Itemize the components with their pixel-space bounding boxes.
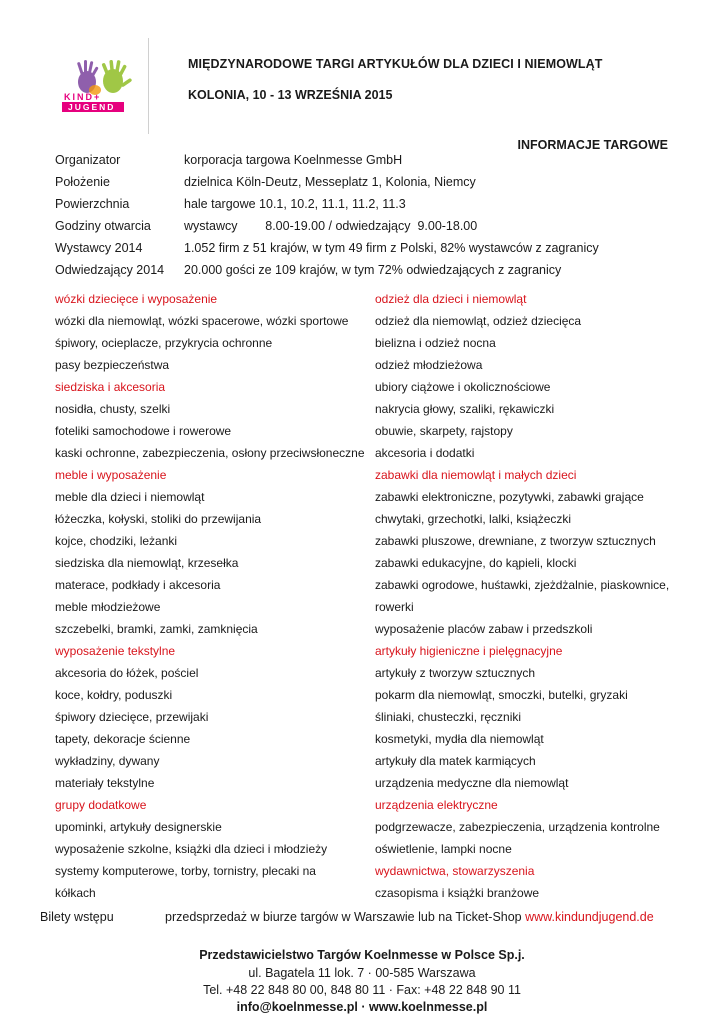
product-item: odzież młodzieżowa (375, 358, 483, 372)
product-item: wyposażenie szkolne, książki dla dzieci i młodzieży (55, 842, 328, 856)
product-item: szczebelki, bramki, zamki, zamknięcia (55, 622, 258, 636)
hands-logo-icon (55, 60, 145, 114)
fact-row (55, 193, 675, 215)
office-email-website[interactable]: info@koelnmesse.pl · www.koelnmesse.pl (236, 1000, 488, 1014)
fact-row (55, 215, 675, 237)
product-item: zabawki elektroniczne, pozytywki, zabawki grające (375, 490, 644, 504)
product-item: upominki, artykuły designerskie (55, 820, 222, 834)
fair-title: MIĘDZYNARODOWE TARGI ARTYKUŁÓW DLA DZIECI I NIEMOWLĄT (188, 57, 603, 71)
category-heading: odzież dla dzieci i niemowląt (375, 292, 527, 306)
product-item: pasy bezpieczeństwa (55, 358, 170, 372)
product-item: zabawki pluszowe, drewniane, z tworzyw sztucznych (375, 534, 656, 548)
category-heading: zabawki dla niemowląt i małych dzieci (375, 468, 577, 482)
fair-facts-table (55, 149, 675, 281)
product-item: śliniaki, chusteczki, ręczniki (375, 710, 522, 724)
fact-row (55, 149, 675, 171)
product-item: czasopisma i książki branżowe (375, 886, 540, 900)
fact-label: Godziny otwarcia (55, 219, 151, 233)
product-item: meble młodzieżowe (55, 600, 161, 614)
fact-row (55, 171, 675, 193)
event-logo (49, 38, 149, 134)
tickets-label: Bilety wstępu (40, 910, 114, 924)
product-item: rowerki (375, 600, 414, 614)
product-item: śpiwory dziecięce, przewijaki (55, 710, 209, 724)
office-address: ul. Bagatela 11 lok. 7 · 00-585 Warszawa (248, 966, 476, 980)
fact-value: 20.000 gości ze 109 krajów, w tym 72% odwiedzających z zagranicy (184, 263, 562, 277)
product-item: bielizna i odzież nocna (375, 336, 496, 350)
product-item: oświetlenie, lampki nocne (375, 842, 512, 856)
category-heading: meble i wyposażenie (55, 468, 167, 482)
fact-row (55, 259, 675, 281)
svg-text:JUGEND: JUGEND (68, 102, 116, 112)
product-item: łóżeczka, kołyski, stoliki do przewijania (55, 512, 262, 526)
product-item: obuwie, skarpety, rajstopy (375, 424, 513, 438)
product-item: meble dla dzieci i niemowląt (55, 490, 205, 504)
product-item: artykuły z tworzyw sztucznych (375, 666, 536, 680)
product-item: pokarm dla niemowląt, smoczki, butelki, gryzaki (375, 688, 628, 702)
tickets-text-wrap (165, 910, 654, 924)
svg-text:KIND+: KIND+ (64, 92, 102, 102)
product-item: tapety, dekoracje ścienne (55, 732, 191, 746)
fact-label: Położenie (55, 175, 110, 189)
product-item: kosmetyki, mydła dla niemowląt (375, 732, 544, 746)
category-heading: wydawnictwa, stowarzyszenia (375, 864, 535, 878)
product-item: nakrycia głowy, szaliki, rękawiczki (375, 402, 555, 416)
info-heading: INFORMACJE TARGOWE (517, 138, 668, 152)
product-item: zabawki ogrodowe, huśtawki, zjeżdżalnie, piaskownice, (375, 578, 670, 592)
product-item: podgrzewacze, zabezpieczenia, urządzenia kontrolne (375, 820, 660, 834)
product-item: foteliki samochodowe i rowerowe (55, 424, 232, 438)
category-heading: artykuły higieniczne i pielęgnacyjne (375, 644, 563, 658)
product-item: kaski ochronne, zabezpieczenia, osłony przeciwsłoneczne (55, 446, 365, 460)
product-item: koce, kołdry, poduszki (55, 688, 173, 702)
fair-date-location: KOLONIA, 10 - 13 WRZEŚNIA 2015 (188, 88, 393, 102)
product-item: ubiory ciążowe i okolicznościowe (375, 380, 551, 394)
tickets-text: przedsprzedaż w biurze targów w Warszawie lub na Ticket-Shop (165, 910, 526, 924)
product-item: materace, podkłady i akcesoria (55, 578, 221, 592)
product-item: artykuły dla matek karmiących (375, 754, 536, 768)
fact-value: 1.052 firm z 51 krajów, w tym 49 firm z Polski, 82% wystawców z zagranicy (184, 241, 599, 255)
category-heading: wózki dziecięce i wyposażenie (55, 292, 218, 306)
product-item: śpiwory, ocieplacze, przykrycia ochronne (55, 336, 273, 350)
product-item: wykładziny, dywany (55, 754, 160, 768)
category-heading: urządzenia elektryczne (375, 798, 498, 812)
product-groups-left-column (55, 288, 365, 904)
product-item: zabawki edukacyjne, do kąpieli, klocki (375, 556, 577, 570)
product-item: wyposażenie placów zabaw i przedszkoli (375, 622, 593, 636)
fact-label: Wystawcy 2014 (55, 241, 143, 255)
fact-value: korporacja targowa Koelnmesse GmbH (184, 153, 403, 167)
fact-label: Odwiedzający 2014 (55, 263, 165, 277)
footer-contact (0, 946, 724, 1016)
fact-row (55, 237, 675, 259)
fact-label: Organizator (55, 153, 121, 167)
product-item: odzież dla niemowląt, odzież dziecięca (375, 314, 582, 328)
office-name: Przedstawicielstwo Targów Koelnmesse w Polsce Sp.j. (199, 948, 525, 962)
product-item: systemy komputerowe, torby, tornistry, plecaki na (55, 864, 316, 878)
product-item: wózki dla niemowląt, wózki spacerowe, wózki sportowe (55, 314, 349, 328)
product-item: kojce, chodziki, leżanki (55, 534, 178, 548)
product-item: akcesoria i dodatki (375, 446, 475, 460)
fact-value: hale targowe 10.1, 10.2, 11.1, 11.2, 11.3 (184, 197, 406, 211)
product-item: materiały tekstylne (55, 776, 155, 790)
product-item: urządzenia medyczne dla niemowląt (375, 776, 569, 790)
tickets-shop-link[interactable]: www.kindundjugend.de (525, 910, 654, 924)
fact-label: Powierzchnia (55, 197, 130, 211)
fact-value: dzielnica Köln-Deutz, Messeplatz 1, Kolonia, Niemcy (184, 175, 476, 189)
product-item: siedziska dla niemowląt, krzesełka (55, 556, 239, 570)
office-phone-fax: Tel. +48 22 848 80 00, 848 80 11 · Fax: +48 22 848 90 11 (203, 983, 521, 997)
category-heading: grupy dodatkowe (55, 798, 147, 812)
product-item: nosidła, chusty, szelki (55, 402, 171, 416)
fact-value: wystawcy 8.00-19.00 / odwiedzający 9.00-18.00 (184, 219, 478, 233)
product-groups-right-column (375, 288, 675, 904)
category-heading: wyposażenie tekstylne (55, 644, 176, 658)
product-item: kółkach (55, 886, 96, 900)
product-item: akcesoria do łóżek, pościel (55, 666, 199, 680)
product-item: chwytaki, grzechotki, lalki, książeczki (375, 512, 572, 526)
category-heading: siedziska i akcesoria (55, 380, 166, 394)
